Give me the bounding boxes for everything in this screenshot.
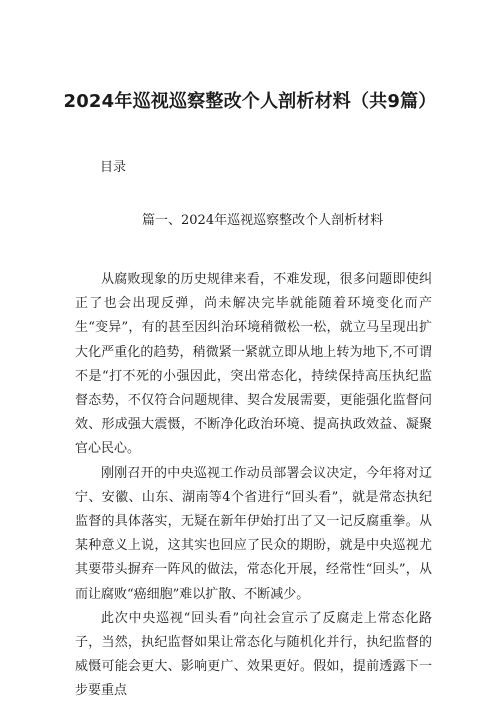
toc-entry: 篇一、2024年巡视巡察整改个人剖析材料 (142, 213, 384, 228)
paragraph: 从腐败现象的历史规律来看，不难发现，很多问题即使纠正了也会出现反弹，尚未解决完毕就能随着环境变化而产生“变异”，有的甚至因纠治环境稍微松一松，就立马呈现出扩大化严重化的趋势，稍微紧一紧就立即从地上转为地下,不可谓不是“打不死的小强因此，突出常态化，持续保持高压执纪监督态势，不仅符合问题规律、契合发展需要，更能强化监督问效、形成强大震慑，不断净化政治环境、提高执政效益、凝聚官心民心。 (75, 272, 432, 457)
body-text (75, 268, 432, 704)
document-title: 2024年巡视巡察整改个人剖析材料（共9篇） (63, 91, 437, 112)
paragraph: 此次中央巡视“回头看”向社会宣示了反腐走上常态化路子，当然，执纪监督如果让常态化与随机化并行，执纪监督的威慑可能会更大、影响更广、效果更好。假如，提前透露下一步要重点 (75, 610, 432, 699)
toc-heading: 目录 (100, 160, 127, 175)
paragraph: 刚刚召开的中央巡视工作动员部署会议决定，今年将对辽宁、安徽、山东、湖南等4个省进行“回头看”，就是常态执纪监督的具体落实，无疑在新年伊始打出了又一记反腐重拳。从某种意义上说，这其实也回应了民众的期盼，就是中央巡视尤其要带头摒弃一阵风的做法，常态化开展，经常性“回头”，从而让腐败“癌细胞”难以扩散、不断减少。 (75, 465, 432, 602)
